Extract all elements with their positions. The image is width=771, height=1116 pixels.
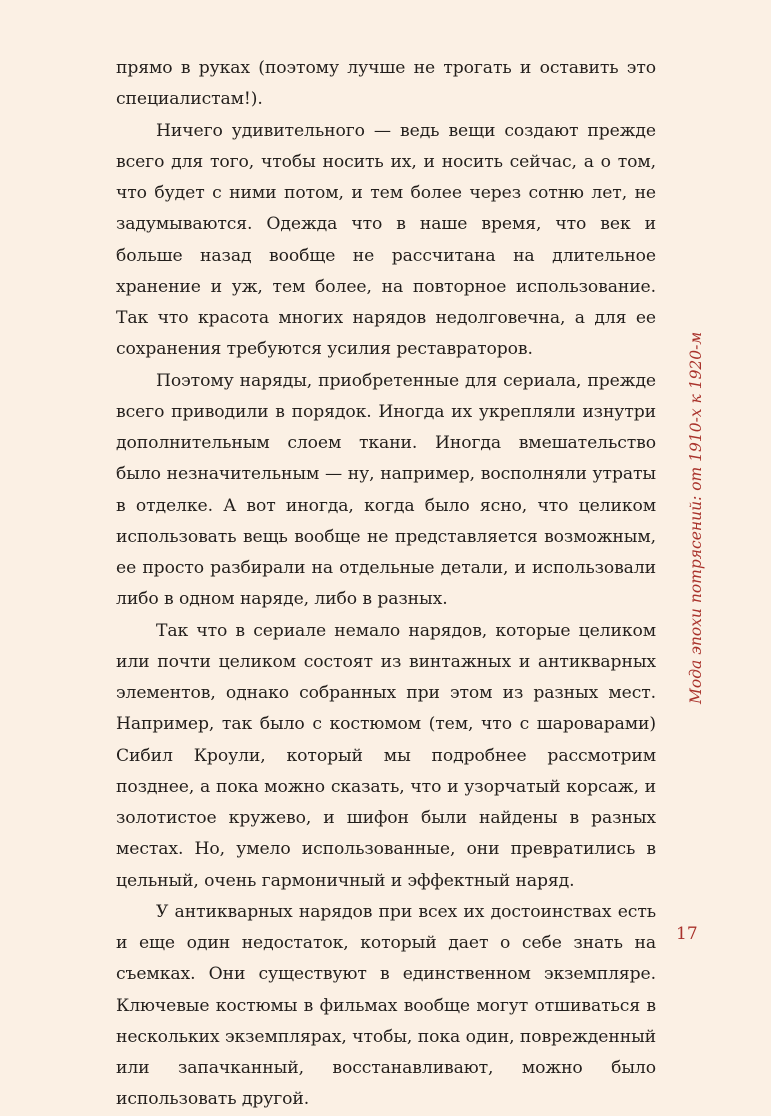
paragraph-5: У антикварных нарядов при всех их достоинствах есть и еще один недостаток, который дает о себе знать на съемках. Они существуют в единственном экземпляре. Ключевые костюмы в фильмах вообще могут отшиваться в нескольких экземплярах, чтобы, пока один, поврежденный или запачканный, восстанавливают, можно было использовать другой. (116, 901, 656, 1110)
body-text (116, 53, 656, 1116)
paragraph-2: Ничего удивительного — ведь вещи создают прежде всего для того, чтобы носить их, и носить сейчас, а о том, что будет с ними потом, и тем более через сотню лет, не задумываются. Одежда что в наше время, что век и больше назад вообще не рассчитана на длительное хранение и уж, тем более, на повторное использование. Так что красота многих нарядов недолговечна, а для ее сохранения требуются усилия реставраторов. (116, 120, 656, 360)
running-head: Мода эпохи потрясений: от 1910-х к 1920-м (687, 331, 705, 704)
paragraph-4: Так что в сериале немало нарядов, которые целиком или почти целиком состоят из винтажных и антикварных элементов, однако собранных при этом из разных мест. Например, так было с костюмом (тем, что с шароварами) Сибил Кроули, который мы подробнее рассмотрим позднее, а пока можно сказать, что и узорчатый корсаж, и золотистое кружево, и шифон были найдены в разных местах. Но, умело использованные, они превратились в цельный, очень гармоничный и эффектный наряд. (116, 620, 656, 891)
paragraph-1: прямо в руках (поэтому лучше не трогать и оставить это специалистам!). (116, 58, 656, 110)
paragraph-3: Поэтому наряды, приобретенные для сериала, прежде всего приводили в порядок. Иногда их укрепляли изнутри дополнительным слоем ткани. Иногда вмешательство было незначительным — ну, например, восполняли утраты в отделке. А вот иногда, когда было ясно, что целиком использовать вещь вообще не представляется возможным, ее просто разбирали на отдельные детали, и использовали либо в одном наряде, либо в разных. (116, 370, 656, 610)
page-number: 17 (676, 924, 698, 944)
